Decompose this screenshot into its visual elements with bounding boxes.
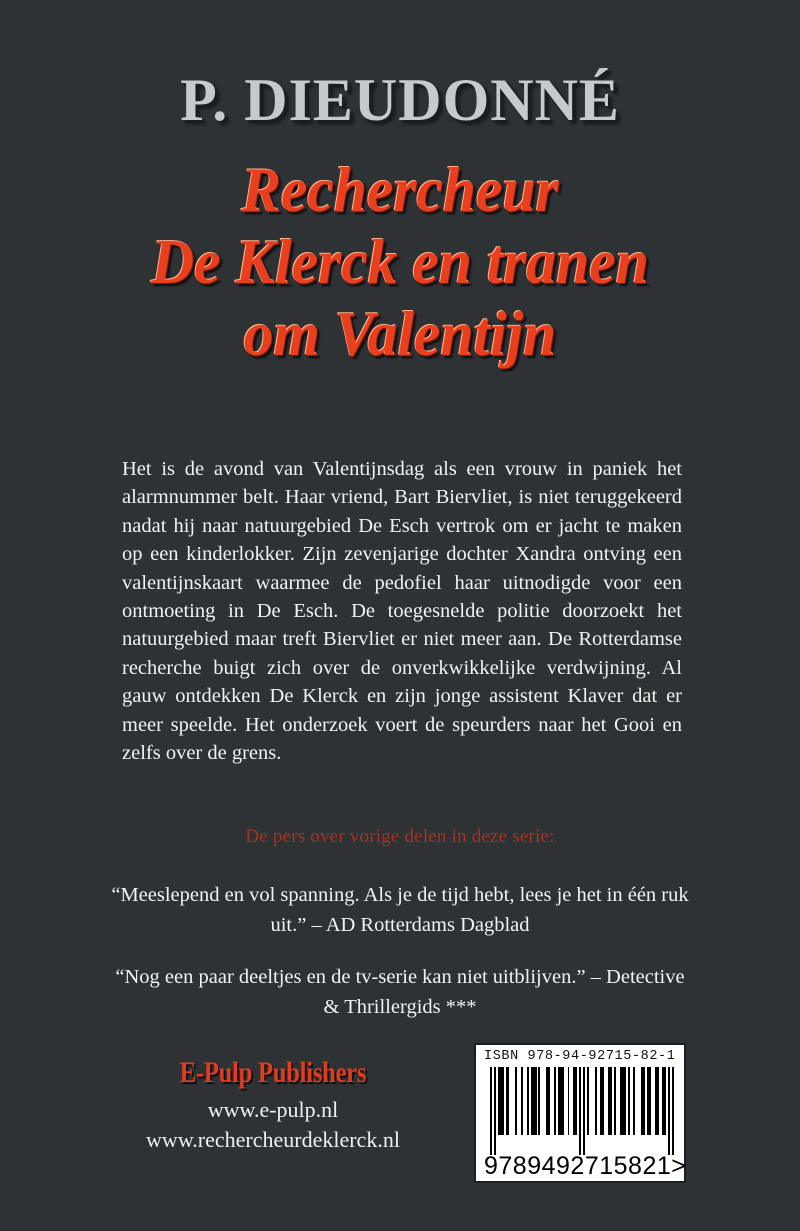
- publisher-url-2[interactable]: www.rechercheurdeklerck.nl: [146, 1127, 400, 1152]
- title-line-1: Rechercheur: [241, 154, 559, 225]
- barcode-bars: [490, 1067, 674, 1155]
- ean-left-digit: 9: [484, 1152, 499, 1180]
- author-name-text: P. DIEUDONNÉ: [180, 67, 620, 133]
- author-name: [0, 68, 800, 133]
- publisher-url-1[interactable]: www.e-pulp.nl: [207, 1097, 339, 1122]
- press-section-header: De pers over vorige delen in deze serie:: [245, 826, 555, 847]
- ean-group-1: 789492: [498, 1152, 585, 1180]
- book-title: [0, 154, 800, 369]
- press-quote-2: “Nog een paar deeltjes en de tv-serie kan niet uitblijven.” – Detective & Thrillergids ***: [115, 966, 685, 1018]
- title-line-2: De Klerck en tranen: [151, 226, 649, 297]
- isbn-label: ISBN 978-94-92715-82-1: [484, 1049, 676, 1064]
- ean-group-2: 715821: [584, 1152, 672, 1180]
- title-line-3: om Valentijn: [243, 298, 557, 369]
- press-quote-1: “Meeslepend en vol spanning. Als je de tijd hebt, lees je het in één ruk uit.” – AD Rotterdams Dagblad: [111, 884, 689, 936]
- ean-suffix: >: [671, 1152, 687, 1180]
- isbn-barcode: [474, 1043, 686, 1183]
- publisher-name: E-Pulp Publishers: [179, 1056, 367, 1089]
- blurb-text: Het is de avond van Valentijnsdag als een vrouw in paniek het alarmnummer belt. Haar vriend, Bart Biervliet, is niet teruggekeerd nadat hij naar natuurgebied De Esch vertrok om er jacht te maken op een kinderlokker. Zijn zevenjarige dochter Xandra ontving een valentijnskaart waarmee de pedofiel haar uitnodigde voor een ontmoeting in De Esch. De toegesnelde politie doorzoekt het natuurgebied maar treft Biervliet er niet meer aan. De Rotterdamse recherche buigt zich over de onverkwikkelijke verdwijning. Al gauw ontdekken De Klerck en zijn jonge assistent Klaver dat er meer speelde. Het onderzoek voert de speurders naar het Gooi en zelfs over de grens.: [122, 458, 682, 765]
- ean-digits: [484, 1152, 687, 1180]
